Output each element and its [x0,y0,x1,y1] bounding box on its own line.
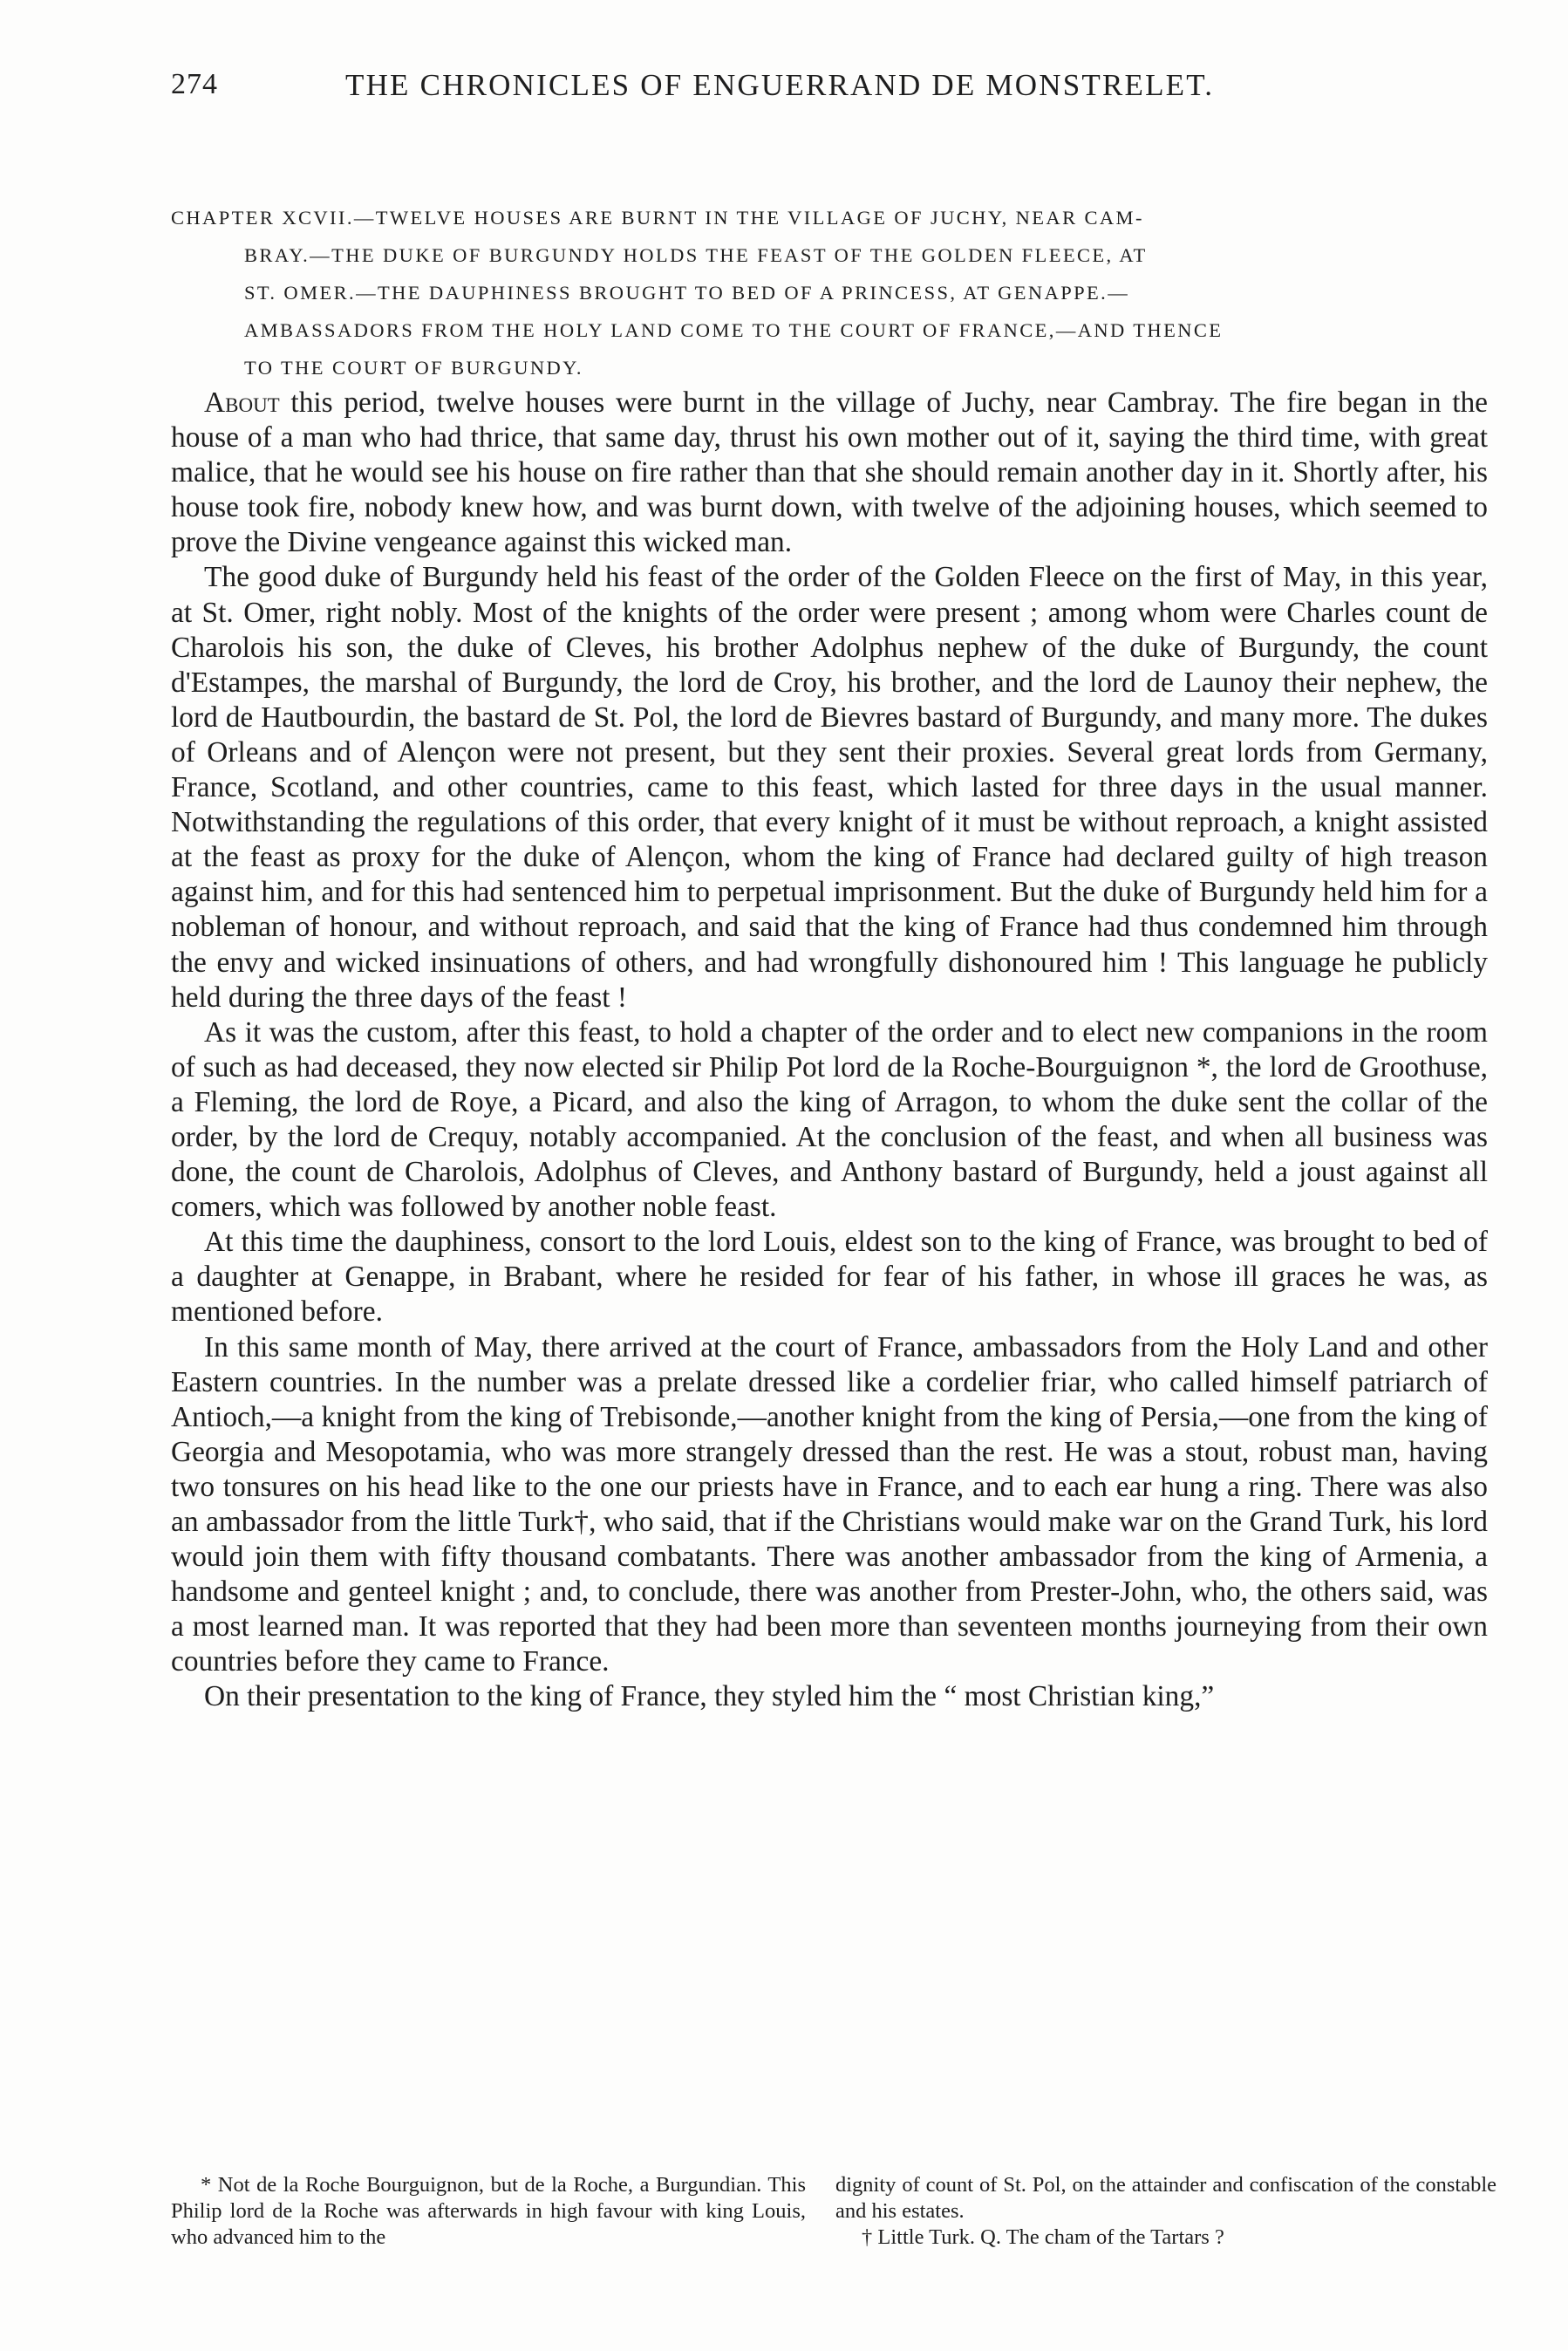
chapter-heading-line: BRAY.—THE DUKE OF BURGUNDY HOLDS THE FEAST OF THE GOLDEN FLEECE, AT [244,244,1148,266]
footnote-dagger: † Little Turk. Q. The cham of the Tartars ? [862,2225,1224,2249]
paragraph: At this time the dauphiness, consort to the lord Louis, eldest son to the king of France, was brought to bed of a daughter at Genappe, in Brabant, where he resided for fear of his father, in whose ill graces he was, as mentioned before. [171,1226,1488,1329]
paragraph: In this same month of May, there arrived at the court of France, ambassadors from the Holy Land and other Eastern countries. In the number was a prelate dressed like a cordelier friar, who called himself patriarch of Antioch,—a knight from the king of Trebisonde,—another knight from the king of Persia,—one from the king of Georgia and Mesopotamia, who was more strangely dressed than the rest. He was a stout, robust man, having two tonsures on his head like to the one our priests have in France, and to each ear hung a ring. There was also an ambassador from the little Turk†, who said, that if the Christians would make war on the Grand Turk, his lord would join them with fifty thousand combatants. There was another ambassador from the king of Armenia, a handsome and genteel knight ; and, to conclude, there was another from Prester-John, who, the others said, was a most learned man. It was reported that they had been more than seventeen months journeying from their own countries before they came to France. [171,1330,1488,1678]
footnote-right-column [835,2172,1496,2251]
page-number: 274 [171,68,218,100]
running-title: THE CHRONICLES OF ENGUERRAND DE MONSTRELET. [345,68,1215,102]
body-text [171,386,1488,1715]
chapter-heading-line: TO THE COURT OF BURGUNDY. [244,357,583,379]
chapter-heading-line: ST. OMER.—THE DAUPHINESS BROUGHT TO BED OF A PRINCESS, AT GENAPPE.— [244,282,1130,304]
chapter-heading-line: CHAPTER XCVII.—TWELVE HOUSES ARE BURNT IN THE VILLAGE OF JUCHY, NEAR CAM- [171,207,1144,229]
opening-word: About [204,386,280,419]
footnote-star: * Not de la Roche Bourguignon, but de la Roche, a Burgundian. This Philip lord de la Roche was afterwards in high favour with king Louis, who advanced him to the [171,2173,806,2249]
chapter-heading-line: AMBASSADORS FROM THE HOLY LAND COME TO THE COURT OF FRANCE,—AND THENCE [244,319,1224,341]
footnote-star-continued: dignity of count of St. Pol, on the attainder and confiscation of the constable and his estates. [835,2173,1496,2223]
paragraph: On their presentation to the king of France, they styled him the “ most Christian king,” [204,1680,1215,1713]
paragraph-text: this period, twelve houses were burnt in the village of Juchy, near Cambray. The fire began in the house of a man who had thrice, that same day, thrust his own mother out of it, saying the third time, with great malice, that he would see his house on fire rather than that she should remain another day in it. Shortly after, his house took fire, nobody knew how, and was burnt down, with twelve of the adjoining houses, which seemed to prove the Divine vengeance against this wicked man. [171,386,1488,559]
paragraph [171,386,1488,560]
paragraph: The good duke of Burgundy held his feast of the order of the Golden Fleece on the first of May, in this year, at St. Omer, right nobly. Most of the knights of the order were present ; among whom were Charles count de Charolois his son, the duke of Cleves, his brother Adolphus nephew of the duke of Burgundy, the count d'Estampes, the marshal of Burgundy, the lord de Croy, his brother, and the lord de Launoy their nephew, the lord de Hautbourdin, the bastard de St. Pol, the lord de Bievres bastard of Burgundy, and many more. The dukes of Orleans and of Alençon were not present, but they sent their proxies. Several great lords from Germany, France, Scotland, and other countries, came to this feast, which lasted for three days in the usual manner. Notwithstanding the regulations of this order, that every knight of it must be without reproach, a knight assisted at the feast as proxy for the duke of Alençon, whom the king of France had declared guilty of high treason against him, and for this had sentenced him to perpetual imprisonment. But the duke of Burgundy held him for a nobleman of honour, and without reproach, and said that the king of France had thus condemned him through the envy and wicked insinuations of others, and had wrongfully dishonoured him ! This language he publicly held during the three days of the feast ! [171,561,1488,1014]
paragraph: As it was the custom, after this feast, to hold a chapter of the order and to elect new companions in the room of such as had deceased, they now elected sir Philip Pot lord de la Roche-Bourguignon *, the lord de Groothuse, a Fleming, the lord de Roye, a Picard, and also the king of Arragon, to whom the duke sent the collar of the order, by the lord de Crequy, notably accompanied. At the conclusion of the feast, and when all business was done, the count de Charolois, Adolphus of Cleves, and Anthony bastard of Burgundy, held a joust against all comers, which was followed by another noble feast. [171,1015,1488,1224]
running-head [171,68,1496,112]
footnotes [171,2172,1496,2277]
chapter-heading [171,199,1488,386]
